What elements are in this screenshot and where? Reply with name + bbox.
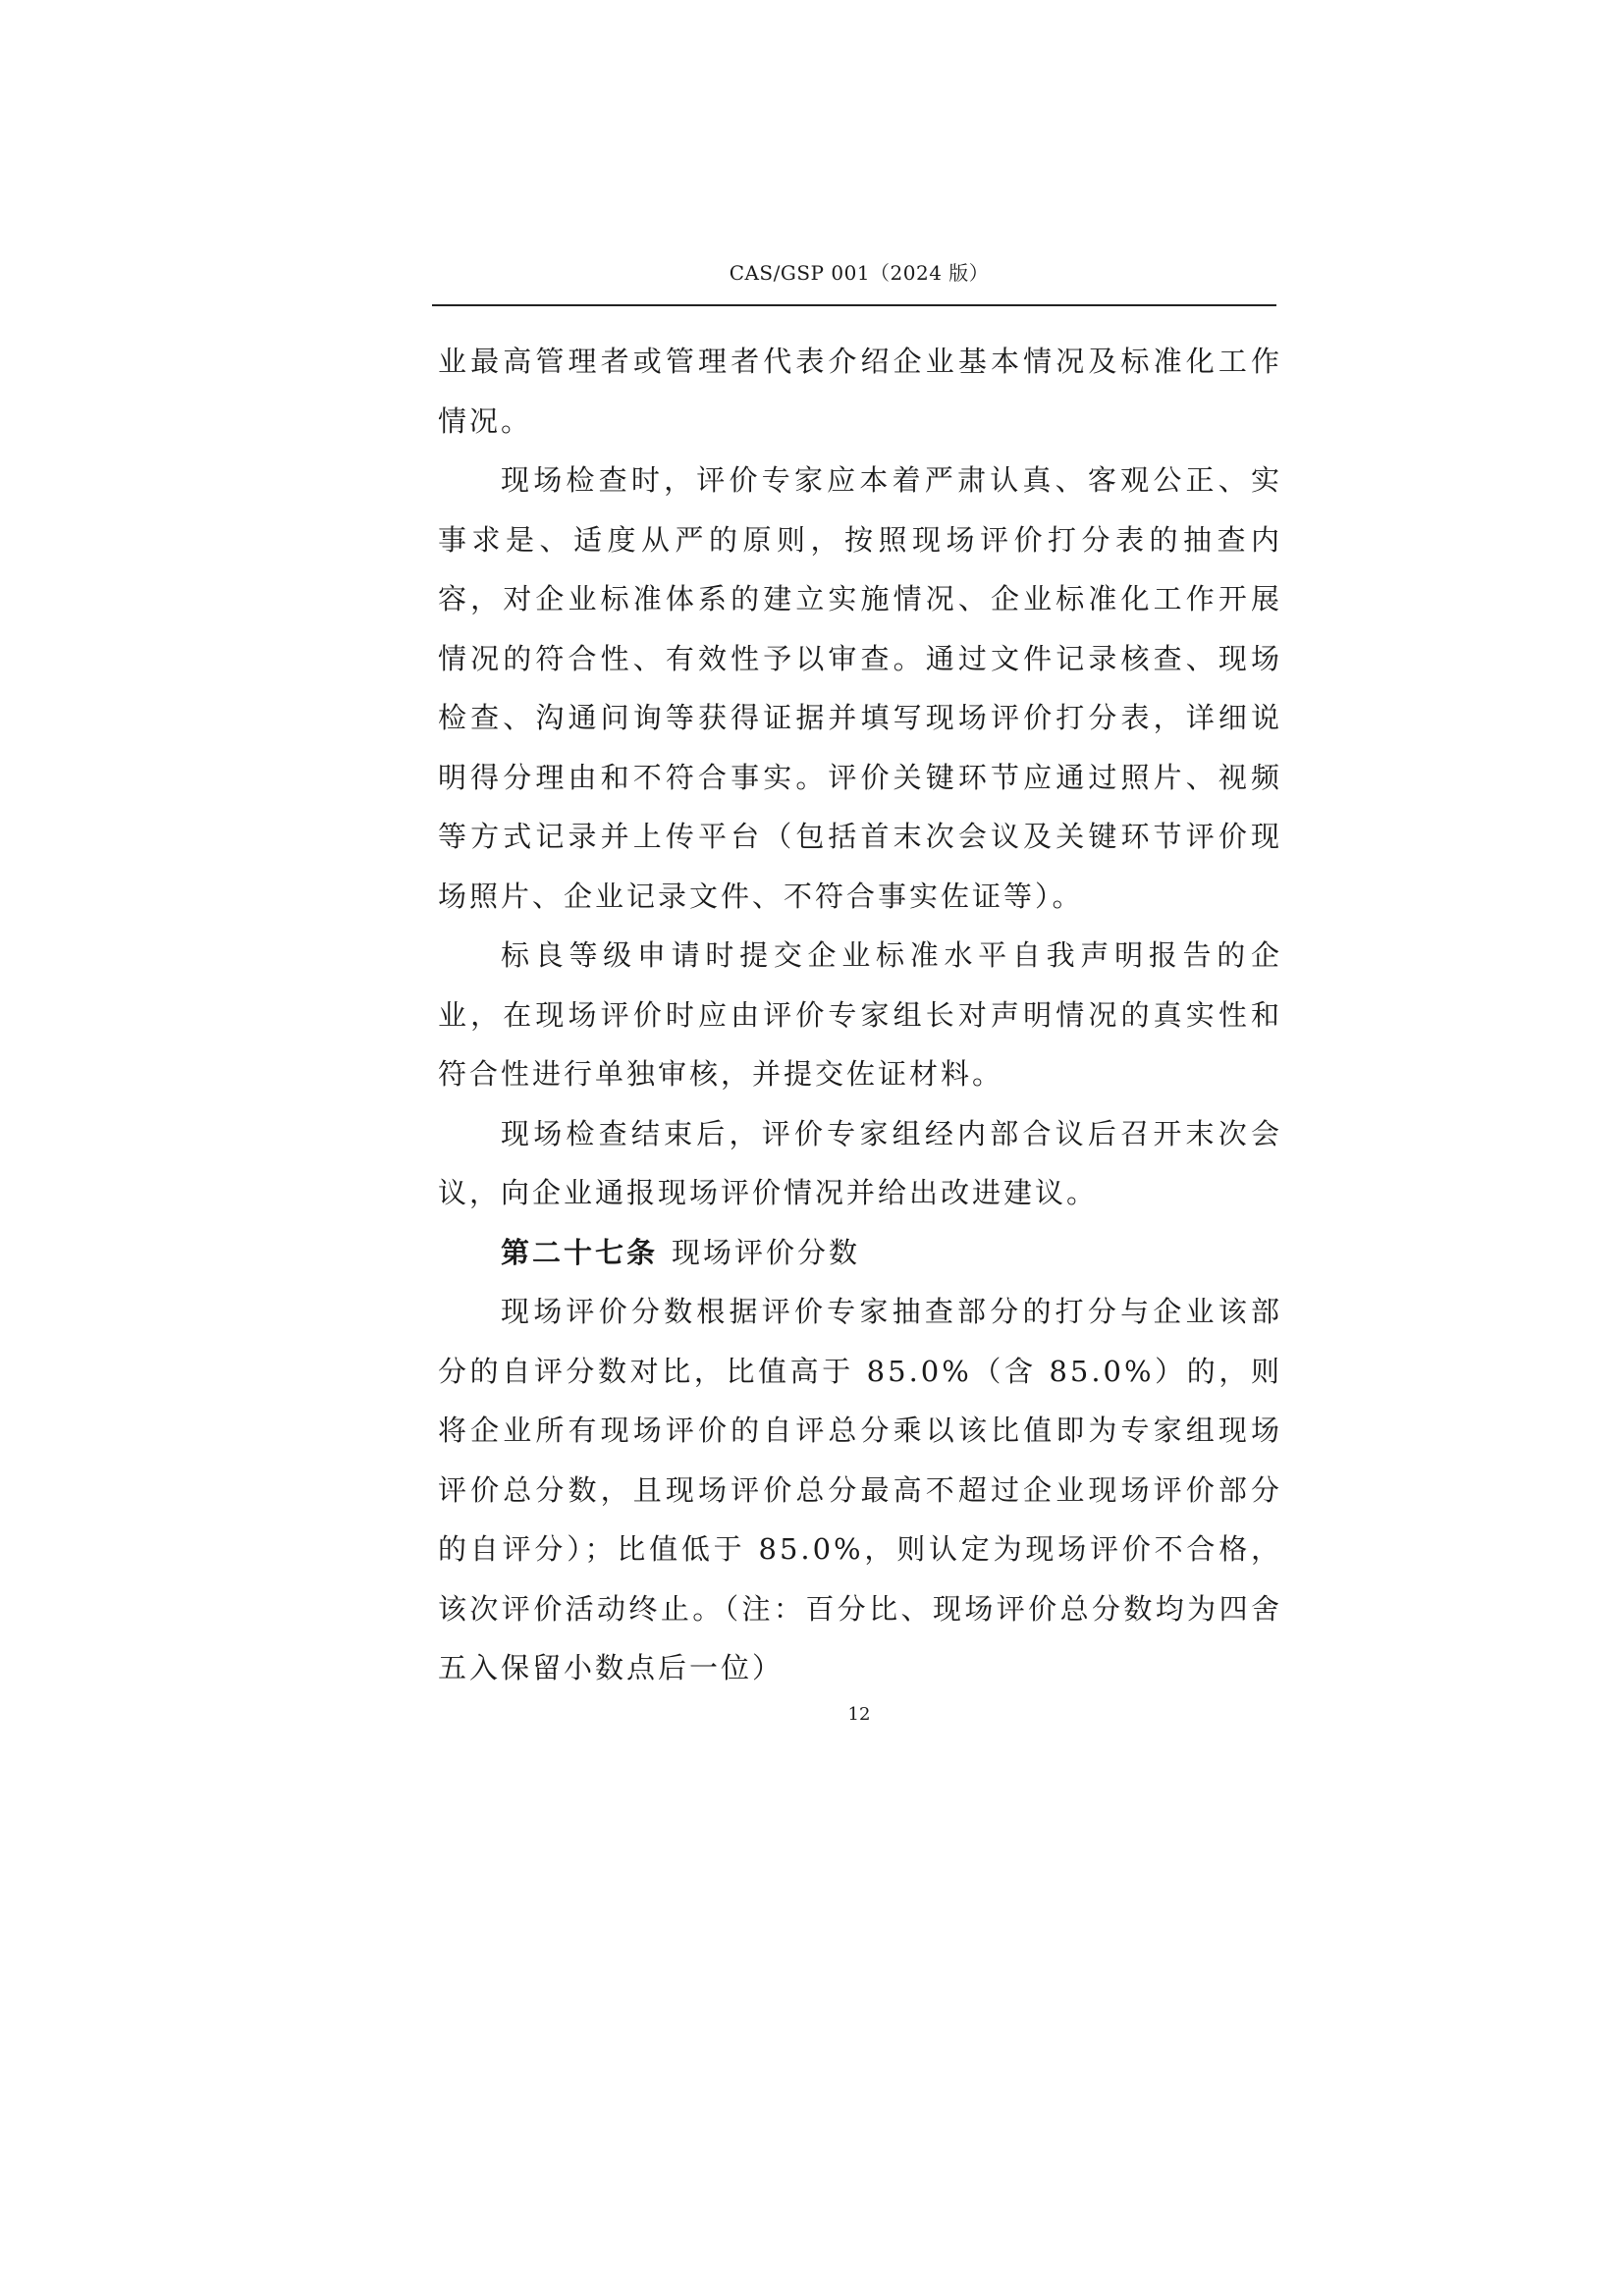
paragraph-site-inspection: 现场检查时，评价专家应本着严肃认真、客观公正、实事求是、适度从严的原则，按照现场评价打分表的抽查内容，对企业标准体系的建立实施情况、企业标准化工作开展情况的符合性、有效性予以审查。通过文件记录核查、现场检查、沟通问询等获得证据并填写现场评价打分表，详细说明得分理由和不符合事实。评价关键环节应通过照片、视频等方式记录并上传平台（包括首末次会议及关键环节评价现场照片、企业记录文件、不符合事实佐证等）。 <box>438 463 1282 913</box>
paragraph-continued: 业最高管理者或管理者代表介绍企业基本情况及标准化工作情况。 <box>438 345 1282 438</box>
article-heading <box>438 1223 1282 1283</box>
article-title: 现场评价分数 <box>672 1235 861 1269</box>
body-text <box>438 332 1282 1698</box>
running-header: CAS/GSP 001（2024 版） <box>729 261 990 285</box>
paragraph-closing-meeting: 现场检查结束后，评价专家组经内部合议后召开末次会议，向企业通报现场评价情况并给出改进建议。 <box>438 1116 1282 1209</box>
header-rule <box>432 304 1276 306</box>
article-number: 第二十七条 <box>501 1235 659 1269</box>
paragraph-self-declaration: 标良等级申请时提交企业标准水平自我声明报告的企业，在现场评价时应由评价专家组长对声明情况的真实性和符合性进行单独审核，并提交佐证材料。 <box>438 938 1282 1091</box>
page-number: 12 <box>847 1704 871 1725</box>
paragraph-score: 现场评价分数根据评价专家抽查部分的打分与企业该部分的自评分数对比，比值高于 85.0%（含 85.0%）的，则将企业所有现场评价的自评总分乘以该比值即为专家组现场评价总分数，且现场评价总分最高不超过企业现场评价部分的自评分）；比值低于 85.0%，则认定为现场评价不合格，该次评价活动终止。（注：百分比、现场评价总分数均为四舍五入保留小数点后一位） <box>438 1295 1282 1684</box>
